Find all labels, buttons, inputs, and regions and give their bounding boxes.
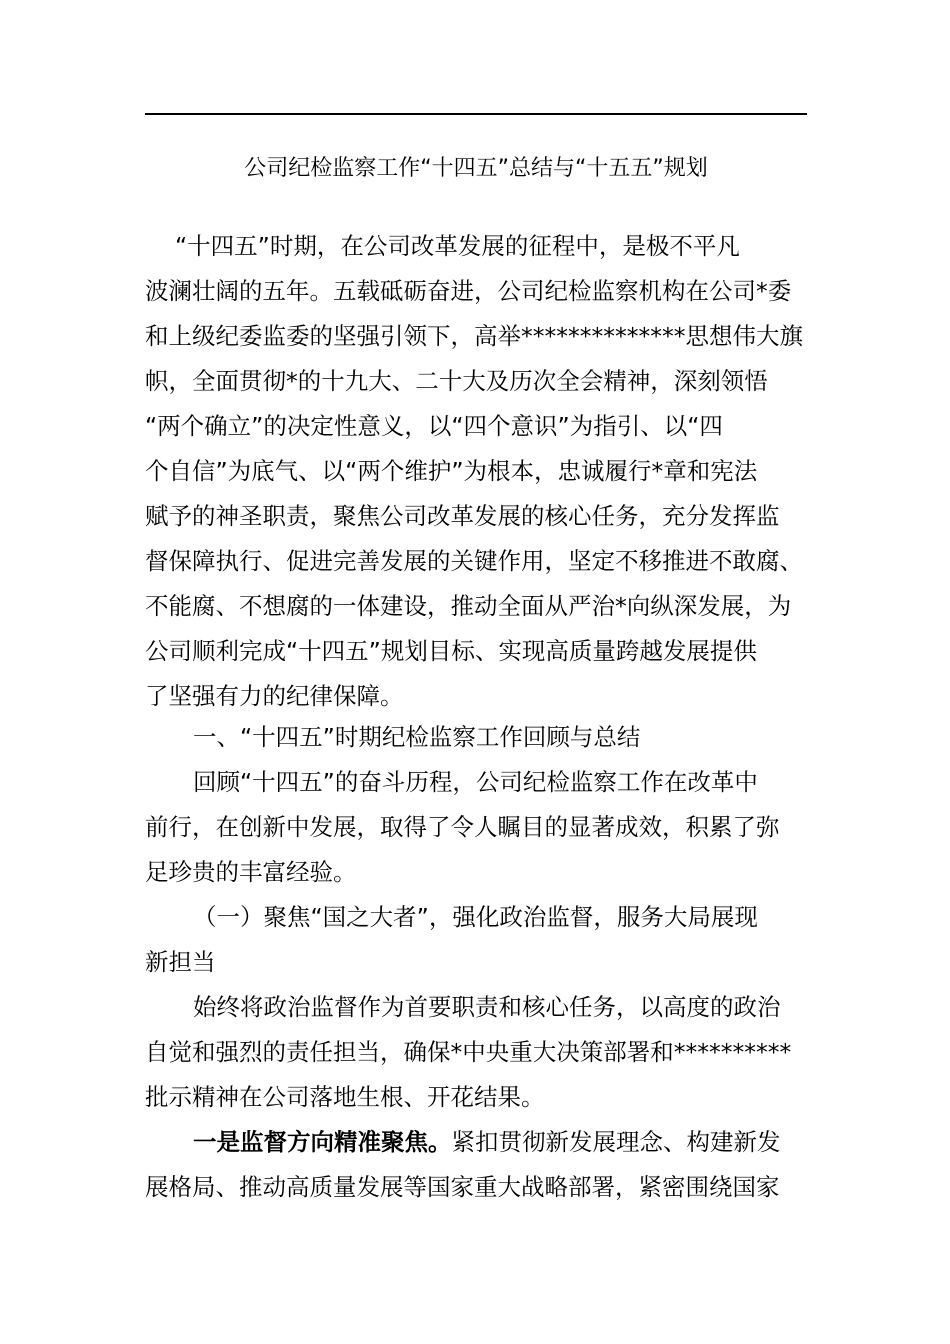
bold-paragraph-line <box>193 1125 781 1159</box>
paragraph-line: 自觉和强烈的责任担当，确保*中央重大决策部署和********** <box>145 1038 792 1066</box>
subsection-heading: 新担当 <box>145 948 216 976</box>
section-heading: 一、“十四五”时期纪检监察工作回顾与总结 <box>193 723 641 751</box>
paragraph-line: 赋予的神圣职责，聚焦公司改革发展的核心任务，充分发挥监 <box>145 502 780 530</box>
bold-lead-text: 一是监督方向精准聚焦。 <box>193 1128 452 1156</box>
paragraph-line: 前行，在创新中发展，取得了令人瞩目的显著成效，积累了弥 <box>145 813 780 841</box>
paragraph-line: 督保障执行、促进完善发展的关键作用，坚定不移推进不敢腐、 <box>145 547 803 575</box>
paragraph-line: 始终将政治监督作为首要职责和核心任务，以高度的政治 <box>193 993 781 1021</box>
header-rule <box>145 113 807 115</box>
paragraph-line: 足珍贵的丰富经验。 <box>145 858 357 886</box>
paragraph-line: “两个确立”的决定性意义，以“四个意识”为指引、以“四 <box>145 412 723 440</box>
paragraph-line: 了坚强有力的纪律保障。 <box>145 682 404 710</box>
document-title: 公司纪检监察工作“十四五”总结与“十五五”规划 <box>244 156 708 181</box>
paragraph-text: 紧扣贯彻新发展理念、构建新发 <box>451 1128 781 1156</box>
paragraph-line: 不能腐、不想腐的一体建设，推动全面从严治*向纵深发展，为 <box>145 592 792 620</box>
paragraph-line: 展格局、推动高质量发展等国家重大战略部署，紧密围绕国家 <box>145 1173 780 1201</box>
paragraph-line: 公司顺利完成“十四五”规划目标、实现高质量跨越发展提供 <box>145 637 757 665</box>
subsection-heading: （一）聚焦“国之大者”，强化政治监督，服务大局展现 <box>193 903 758 931</box>
paragraph-line: 和上级纪委监委的坚强引领下，高举**************思想伟大旗 <box>145 322 803 350</box>
paragraph-line: 回顾“十四五”的奋斗历程，公司纪检监察工作在改革中 <box>193 768 758 796</box>
paragraph-line: 批示精神在公司落地生根、开花结果。 <box>145 1083 545 1111</box>
paragraph-line: 帜，全面贯彻*的十九大、二十大及历次全会精神，深刻领悟 <box>145 367 768 395</box>
paragraph-line: 波澜壮阔的五年。五载砥砺奋进，公司纪检监察机构在公司*委 <box>145 277 792 305</box>
paragraph-line: “十四五”时期，在公司改革发展的征程中，是极不平凡 <box>175 232 740 260</box>
paragraph-line: 个自信”为底气、以“两个维护”为根本，忠诚履行*章和宪法 <box>145 457 758 485</box>
